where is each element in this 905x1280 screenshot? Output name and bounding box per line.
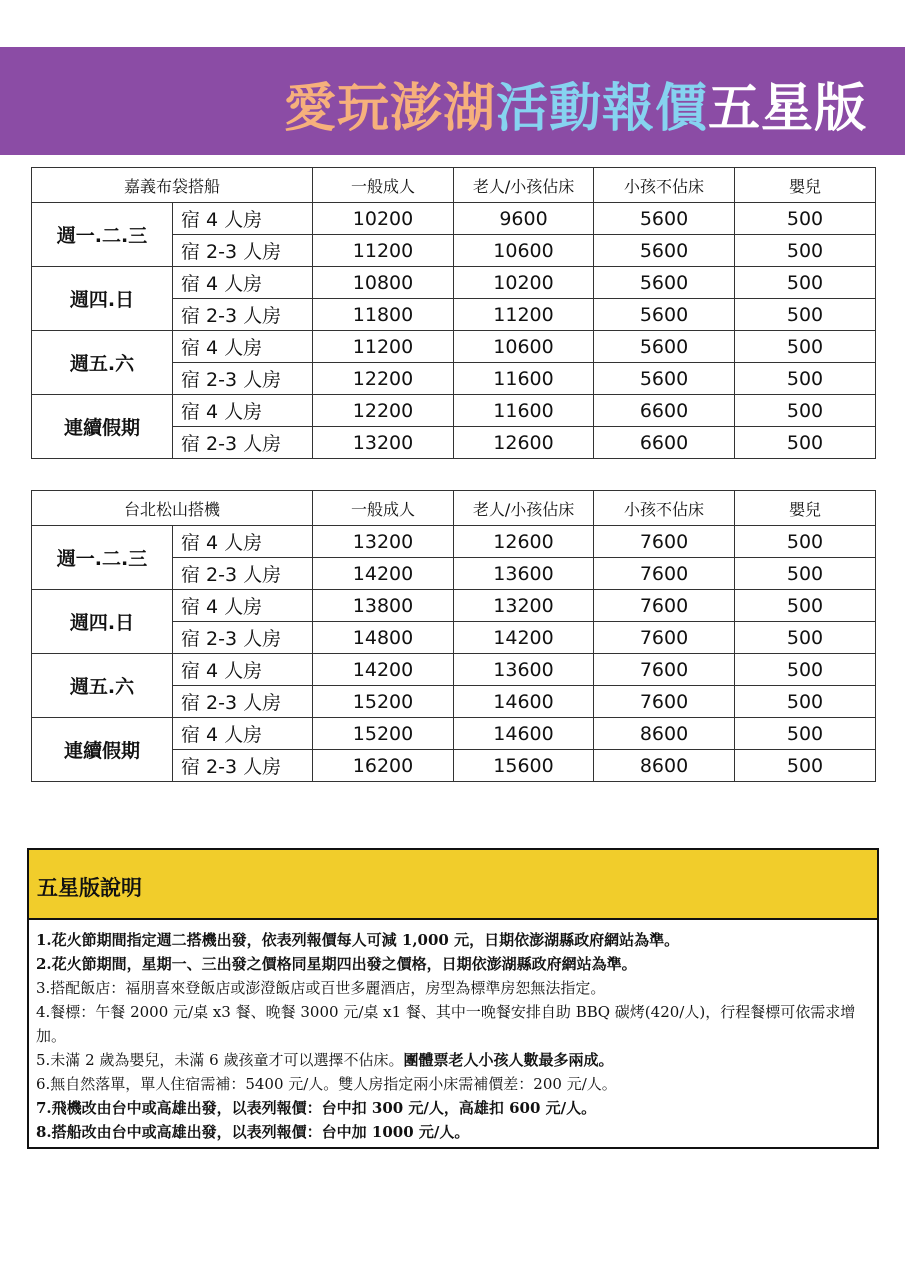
day-cell: 週一.二.三	[32, 526, 173, 590]
day-cell: 連續假期	[32, 718, 173, 782]
price-cell: 500	[735, 427, 876, 459]
room-cell: 宿 2-3 人房	[173, 558, 313, 590]
price-cell: 15200	[313, 686, 454, 718]
price-cell: 11200	[313, 235, 454, 267]
table-row	[32, 395, 876, 427]
price-cell: 13600	[454, 558, 594, 590]
price-cell: 5600	[594, 267, 735, 299]
title-part-2: 活動報價	[495, 79, 708, 139]
room-cell: 宿 4 人房	[173, 267, 313, 299]
room-cell: 宿 4 人房	[173, 590, 313, 622]
table-header-child-no-bed: 小孩不佔床	[594, 491, 735, 526]
price-cell: 500	[735, 718, 876, 750]
table-header-departure: 台北松山搭機	[32, 491, 313, 526]
price-cell: 11600	[454, 363, 594, 395]
price-cell: 500	[735, 395, 876, 427]
table-row	[32, 654, 876, 686]
price-cell: 500	[735, 590, 876, 622]
room-cell: 宿 4 人房	[173, 654, 313, 686]
room-cell: 宿 2-3 人房	[173, 299, 313, 331]
note-item: 8.搭船改由台中或高雄出發，以表列報價：台中加 1000 元/人。	[36, 1123, 470, 1141]
price-cell: 8600	[594, 718, 735, 750]
room-cell: 宿 2-3 人房	[173, 686, 313, 718]
day-cell: 週四.日	[32, 590, 173, 654]
price-cell: 500	[735, 331, 876, 363]
price-cell: 15600	[454, 750, 594, 782]
price-cell: 500	[735, 654, 876, 686]
price-cell: 5600	[594, 235, 735, 267]
room-cell: 宿 2-3 人房	[173, 622, 313, 654]
price-cell: 10600	[454, 235, 594, 267]
day-cell: 週一.二.三	[32, 203, 173, 267]
note-item	[36, 1048, 871, 1072]
price-cell: 13200	[454, 590, 594, 622]
room-cell: 宿 2-3 人房	[173, 427, 313, 459]
price-cell: 500	[735, 267, 876, 299]
note-item: 2.花火節期間，星期一、三出發之價格同星期四出發之價格，日期依澎湖縣政府網站為準。	[36, 955, 637, 973]
price-cell: 5600	[594, 299, 735, 331]
price-cell: 14600	[454, 718, 594, 750]
price-cell: 5600	[594, 363, 735, 395]
price-cell: 10200	[313, 203, 454, 235]
price-table-boat	[31, 167, 876, 459]
price-cell: 5600	[594, 203, 735, 235]
price-cell: 8600	[594, 750, 735, 782]
note-item: 3.搭配飯店：福朋喜來登飯店或澎澄飯店或百世多麗酒店，房型為標準房恕無法指定。	[36, 979, 606, 997]
price-cell: 9600	[454, 203, 594, 235]
notes-box	[27, 848, 879, 1149]
price-cell: 15200	[313, 718, 454, 750]
table-header-adult: 一般成人	[313, 168, 454, 203]
note-item: 6.無自然落單，單人住宿需補：5400 元/人。雙人房指定兩小床需補價差：200 元/人。	[36, 1075, 617, 1093]
room-cell: 宿 4 人房	[173, 718, 313, 750]
table-header-infant: 嬰兒	[735, 491, 876, 526]
note-item: 4.餐標：午餐 2000 元/桌 x3 餐、晚餐 3000 元/桌 x1 餐、其中一晚餐安排自助 BBQ 碳烤(420/人)，行程餐標可依需求增加。	[36, 1003, 856, 1045]
table-header-infant: 嬰兒	[735, 168, 876, 203]
price-cell: 500	[735, 558, 876, 590]
price-cell: 500	[735, 526, 876, 558]
day-cell: 連續假期	[32, 395, 173, 459]
price-cell: 7600	[594, 558, 735, 590]
price-cell: 10200	[454, 267, 594, 299]
price-cell: 7600	[594, 526, 735, 558]
price-cell: 6600	[594, 427, 735, 459]
table-row	[32, 526, 876, 558]
price-cell: 13200	[313, 526, 454, 558]
price-cell: 10600	[454, 331, 594, 363]
day-cell: 週四.日	[32, 267, 173, 331]
price-cell: 11200	[454, 299, 594, 331]
table-row	[32, 590, 876, 622]
price-cell: 5600	[594, 331, 735, 363]
room-cell: 宿 2-3 人房	[173, 750, 313, 782]
price-cell: 14200	[454, 622, 594, 654]
note-item: 7.飛機改由台中或高雄出發，以表列報價：台中扣 300 元/人，高雄扣 600 元/人。	[36, 1099, 597, 1117]
table-row	[32, 331, 876, 363]
price-cell: 500	[735, 686, 876, 718]
price-cell: 500	[735, 235, 876, 267]
price-cell: 500	[735, 750, 876, 782]
price-cell: 11200	[313, 331, 454, 363]
table-row	[32, 718, 876, 750]
price-cell: 6600	[594, 395, 735, 427]
price-cell: 16200	[313, 750, 454, 782]
room-cell: 宿 4 人房	[173, 526, 313, 558]
title-part-3: 五星版	[707, 79, 867, 139]
table-header-senior-child-bed: 老人/小孩佔床	[454, 491, 594, 526]
price-cell: 11800	[313, 299, 454, 331]
price-cell: 500	[735, 299, 876, 331]
page-title	[284, 74, 867, 144]
day-cell: 週五.六	[32, 654, 173, 718]
price-cell: 7600	[594, 590, 735, 622]
room-cell: 宿 2-3 人房	[173, 235, 313, 267]
table-header-departure: 嘉義布袋搭船	[32, 168, 313, 203]
price-cell: 14600	[454, 686, 594, 718]
notes-heading: 五星版說明	[37, 876, 142, 900]
price-cell: 14200	[313, 654, 454, 686]
note-item: 1.花火節期間指定週二搭機出發，依表列報價每人可減 1,000 元，日期依澎湖縣政府網站為準。	[36, 931, 680, 949]
price-cell: 10800	[313, 267, 454, 299]
room-cell: 宿 4 人房	[173, 395, 313, 427]
room-cell: 宿 2-3 人房	[173, 363, 313, 395]
note-emphasis: 團體票老人小孩人數最多兩成。	[403, 1051, 614, 1069]
price-cell: 500	[735, 203, 876, 235]
day-cell: 週五.六	[32, 331, 173, 395]
price-cell: 7600	[594, 686, 735, 718]
title-part-1: 愛玩澎湖	[283, 79, 496, 139]
notes-header	[29, 850, 877, 920]
note-text: 5.未滿 2 歲為嬰兒，未滿 6 歲孩童才可以選擇不佔床。	[36, 1051, 404, 1069]
table-row	[32, 267, 876, 299]
table-header-adult: 一般成人	[313, 491, 454, 526]
table-header-row	[32, 491, 876, 526]
price-table-flight	[31, 490, 876, 782]
price-cell: 13600	[454, 654, 594, 686]
price-cell: 7600	[594, 654, 735, 686]
price-cell: 12200	[313, 395, 454, 427]
price-cell: 500	[735, 363, 876, 395]
price-cell: 11600	[454, 395, 594, 427]
table-row	[32, 203, 876, 235]
price-cell: 12200	[313, 363, 454, 395]
room-cell: 宿 4 人房	[173, 331, 313, 363]
price-cell: 500	[735, 622, 876, 654]
price-cell: 13800	[313, 590, 454, 622]
notes-list	[29, 920, 877, 1144]
table-header-row	[32, 168, 876, 203]
price-cell: 12600	[454, 427, 594, 459]
table-header-senior-child-bed: 老人/小孩佔床	[454, 168, 594, 203]
table-header-child-no-bed: 小孩不佔床	[594, 168, 735, 203]
price-cell: 7600	[594, 622, 735, 654]
room-cell: 宿 4 人房	[173, 203, 313, 235]
price-cell: 12600	[454, 526, 594, 558]
price-cell: 14200	[313, 558, 454, 590]
price-cell: 14800	[313, 622, 454, 654]
price-cell: 13200	[313, 427, 454, 459]
